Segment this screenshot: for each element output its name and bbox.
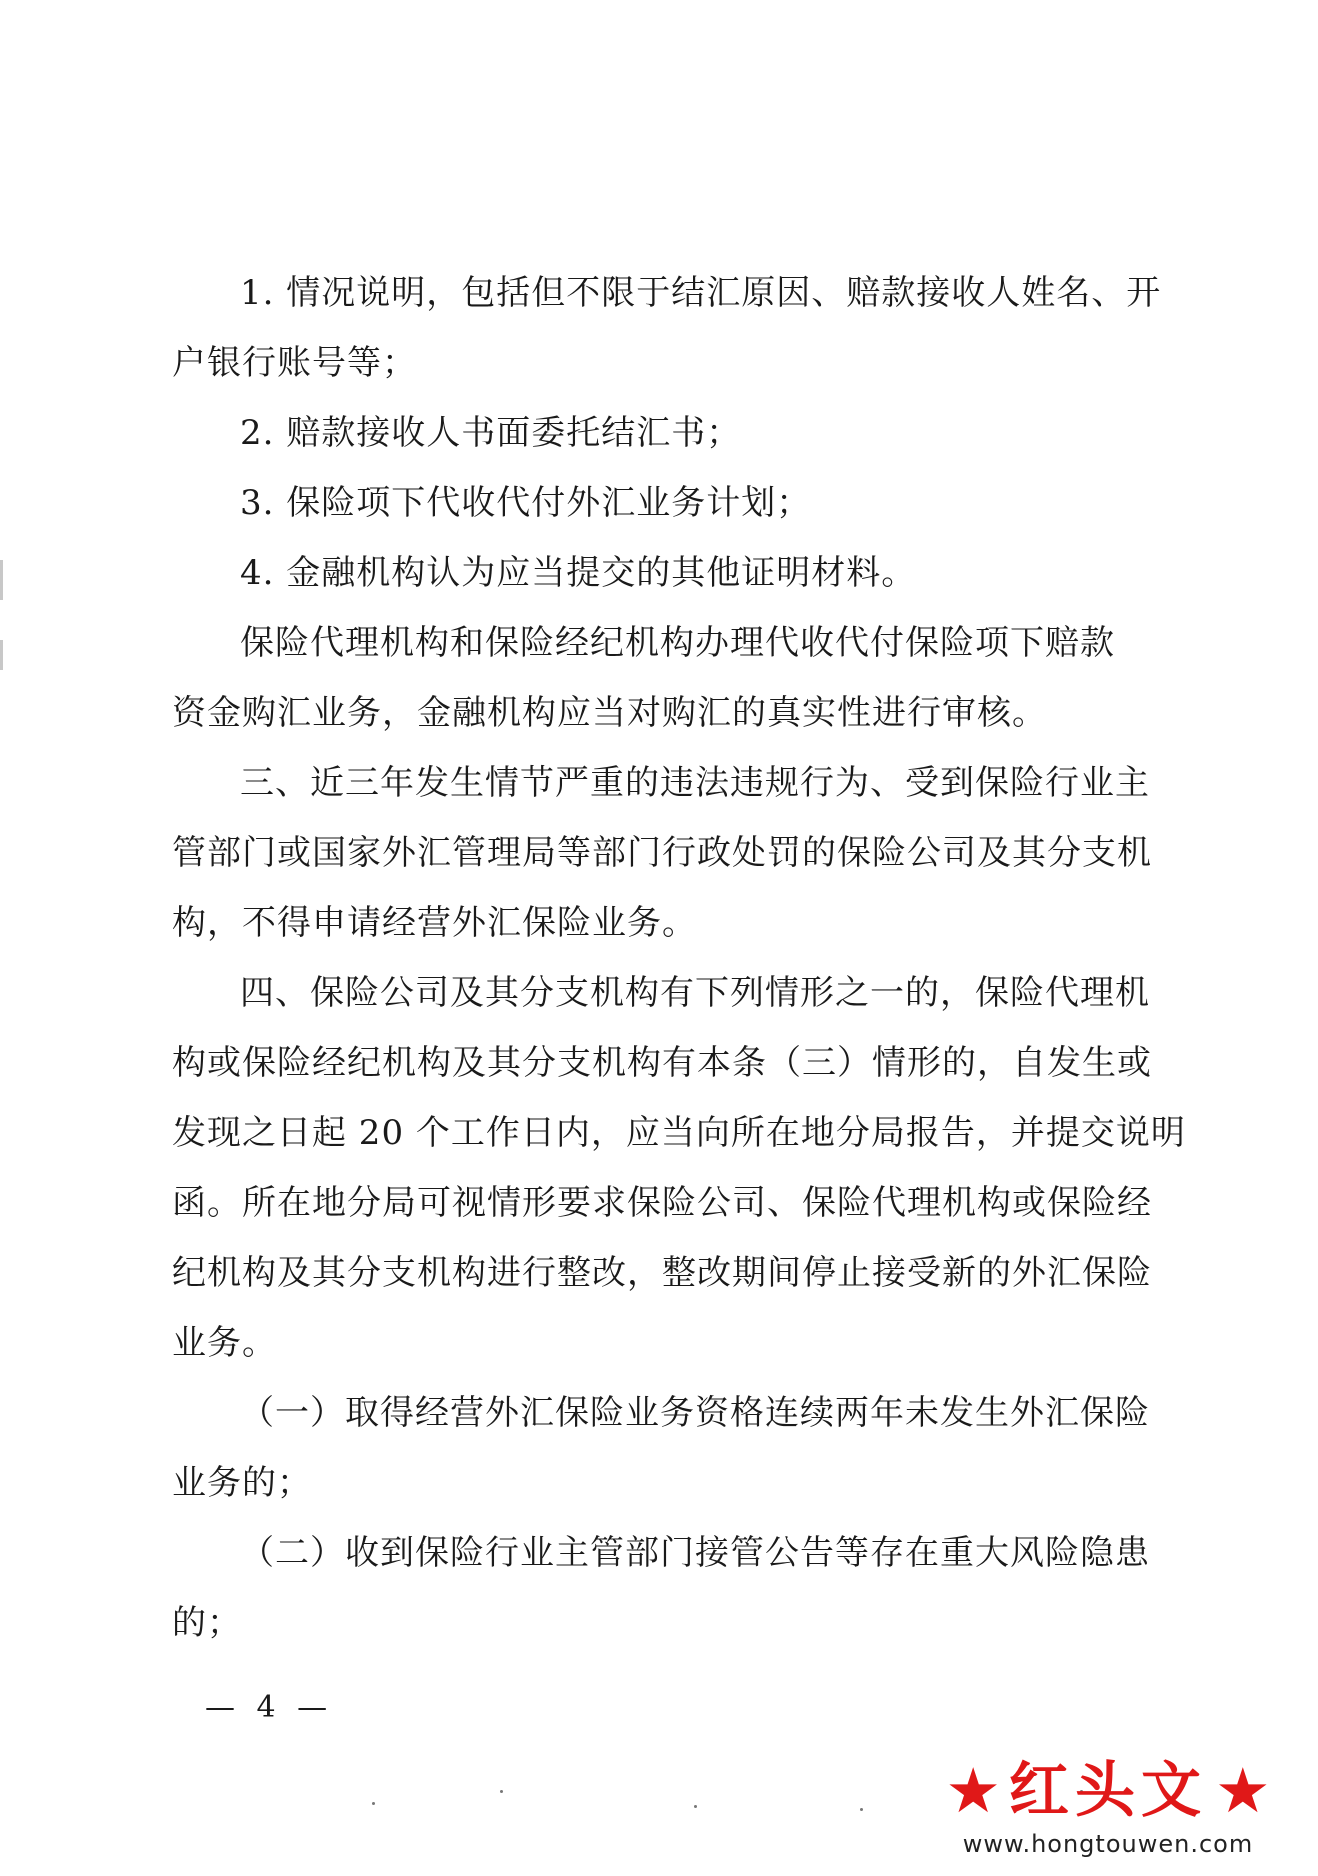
scan-edge-mark [0, 640, 3, 670]
scan-edge-mark [0, 560, 3, 600]
body-line: 纪机构及其分支机构进行整改，整改期间停止接受新的外汇保险 [172, 1253, 1152, 1293]
body-line: 函。所在地分局可视情形要求保险公司、保险代理机构或保险经 [172, 1183, 1152, 1223]
body-line: 3. 保险项下代收代付外汇业务计划； [240, 483, 812, 523]
body-line: 构，不得申请经营外汇保险业务。 [172, 903, 697, 943]
body-line: 三、近三年发生情节严重的违法违规行为、受到保险行业主 [240, 763, 1150, 803]
star-icon: ★ [945, 1754, 1001, 1827]
body-line: 业务。 [172, 1323, 277, 1363]
body-line: 管部门或国家外汇管理局等部门行政处罚的保险公司及其分支机 [172, 833, 1152, 873]
watermark-brand: 红头文 [1009, 1756, 1207, 1826]
body-line: 业务的； [172, 1463, 312, 1503]
scan-dot [860, 1808, 863, 1811]
watermark-brand-row [928, 1756, 1288, 1826]
body-line: 1. 情况说明，包括但不限于结汇原因、赔款接收人姓名、开 [240, 273, 1162, 313]
body-line: 的； [172, 1603, 242, 1643]
body-line: （二）收到保险行业主管部门接管公告等存在重大风险隐患 [240, 1533, 1150, 1573]
scan-dot [372, 1802, 375, 1805]
body-line: 四、保险公司及其分支机构有下列情形之一的，保险代理机 [240, 973, 1150, 1013]
watermark[interactable] [928, 1756, 1288, 1866]
body-line: 发现之日起 20 个工作日内，应当向所在地分局报告，并提交说明 [172, 1113, 1186, 1153]
body-line: 2. 赔款接收人书面委托结汇书； [240, 413, 742, 453]
body-line: 4. 金融机构认为应当提交的其他证明材料。 [240, 553, 917, 593]
body-line: （一）取得经营外汇保险业务资格连续两年未发生外汇保险 [240, 1393, 1150, 1433]
document-body [172, 258, 1186, 1658]
scan-dot [500, 1790, 503, 1793]
star-icon: ★ [1215, 1754, 1271, 1827]
body-line: 构或保险经纪机构及其分支机构有本条（三）情形的，自发生或 [172, 1043, 1152, 1083]
body-line: 资金购汇业务，金融机构应当对购汇的真实性进行审核。 [172, 693, 1047, 733]
watermark-url[interactable]: www.hongtouwen.com [962, 1830, 1254, 1858]
scan-dot [694, 1805, 697, 1808]
body-line: 户银行账号等； [172, 343, 417, 383]
page-number: — 4 — [205, 1690, 334, 1725]
body-line: 保险代理机构和保险经纪机构办理代收代付保险项下赔款 [240, 623, 1115, 663]
